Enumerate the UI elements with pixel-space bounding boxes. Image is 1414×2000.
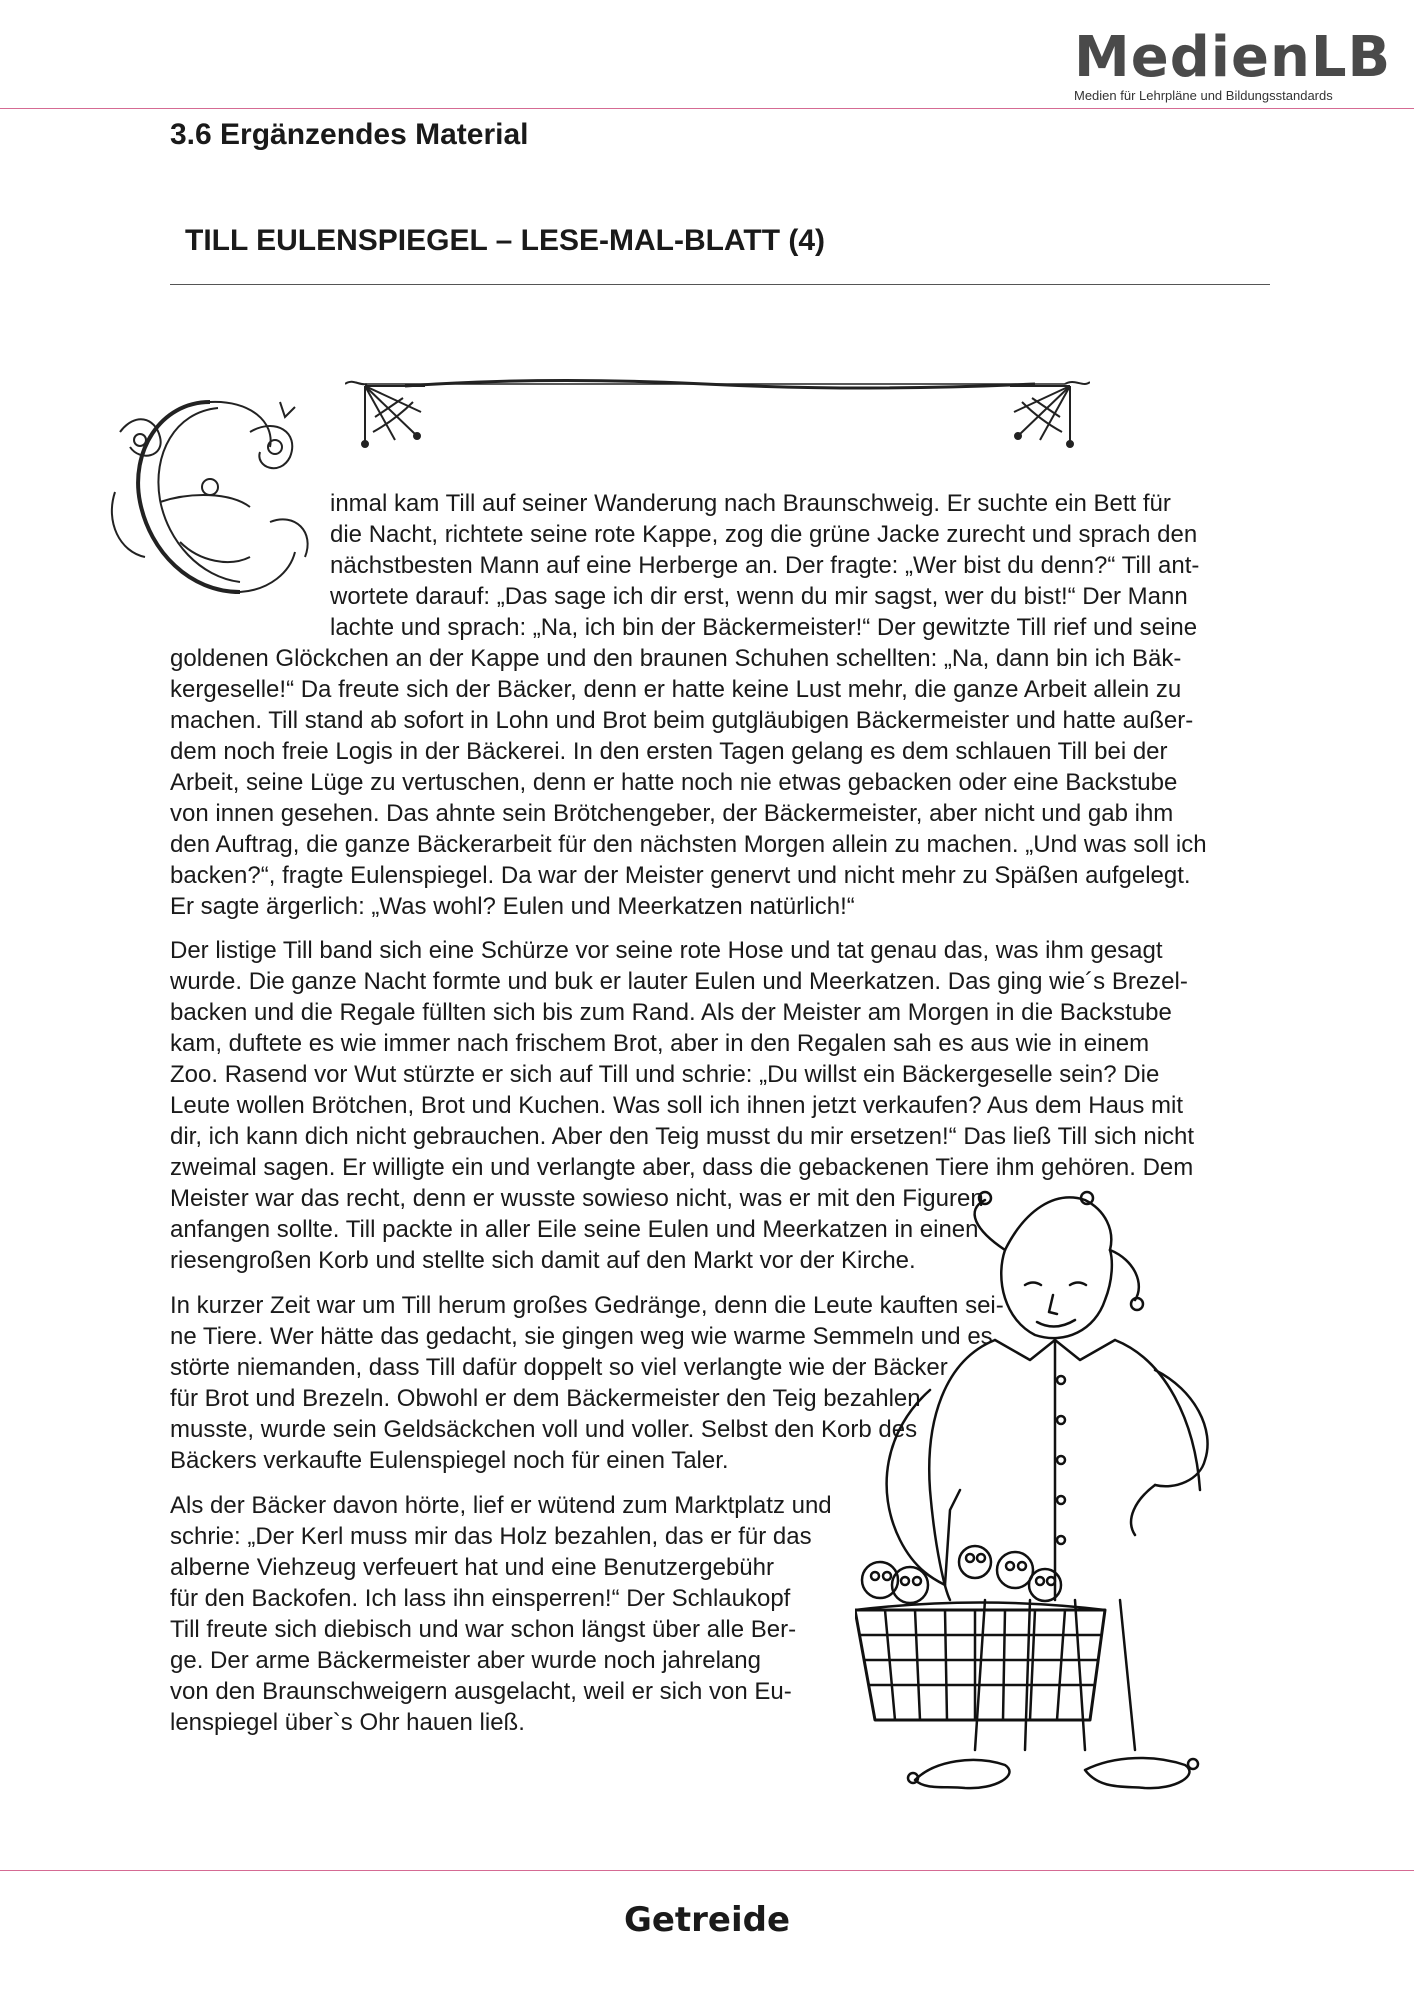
page-title: TILL EULENSPIEGEL – LESE-MAL-BLATT (4) bbox=[185, 224, 826, 257]
footer-label: Getreide bbox=[623, 1900, 791, 1940]
story-paragraph-1-intro bbox=[330, 488, 1270, 643]
text-line: von den Braunschweigern ausgelacht, weil er sich von Eu- bbox=[170, 1678, 792, 1705]
brand-logo bbox=[1074, 25, 1392, 103]
story-paragraph-1 bbox=[170, 643, 1270, 922]
header-divider bbox=[0, 108, 1414, 109]
text-line: ge. Der arme Bäckermeister aber wurde noch jahrelang bbox=[170, 1647, 761, 1674]
text-line: dem noch freie Logis in der Bäckerei. In den ersten Tagen gelang es dem schlauen Till bei der bbox=[170, 738, 1168, 765]
text-line: Als der Bäcker davon hörte, lief er wütend zum Marktplatz und bbox=[170, 1492, 832, 1519]
text-line: Arbeit, seine Lüge zu vertuschen, denn er hatte noch nie etwas gebacken oder eine Backstube bbox=[170, 769, 1178, 796]
text-line: musste, wurde sein Geldsäckchen voll und voller. Selbst den Korb des bbox=[170, 1416, 918, 1443]
title-divider bbox=[170, 284, 1270, 285]
text-line: für den Backofen. Ich lass ihn einsperren!“ Der Schlaukopf bbox=[170, 1585, 791, 1612]
decorative-initial-letter bbox=[100, 392, 330, 622]
text-line: Leute wollen Brötchen, Brot und Kuchen. Was soll ich ihnen jetzt verkaufen? Aus dem Haus mit bbox=[170, 1092, 1183, 1119]
text-line: riesengroßen Korb und stellte sich damit auf den Markt vor der Kirche. bbox=[170, 1247, 916, 1274]
text-line: wurde. Die ganze Nacht formte und buk er lauter Eulen und Meerkatzen. Das ging wie´s Brezel- bbox=[170, 968, 1188, 995]
decorative-ornament bbox=[345, 372, 1090, 452]
text-line: anfangen sollte. Till packte in aller Eile seine Eulen und Meerkatzen in einen bbox=[170, 1216, 979, 1243]
text-line: machen. Till stand ab sofort in Lohn und Brot beim gutgläubigen Bäckermeister und hatte außer- bbox=[170, 707, 1194, 734]
text-line: schrie: „Der Kerl muss mir das Holz bezahlen, das er für das bbox=[170, 1523, 812, 1550]
text-line: wortete darauf: „Das sage ich dir erst, wenn du mir sagst, wer du bist!“ Der Mann bbox=[330, 583, 1188, 610]
text-line: goldenen Glöckchen an der Kappe und den braunen Schuhen schellten: „Na, dann bin ich Bäk- bbox=[170, 645, 1182, 672]
text-line: für Brot und Brezeln. Obwohl er dem Bäckermeister den Teig bezahlen bbox=[170, 1385, 921, 1412]
text-line: von innen gesehen. Das ahnte sein Brötchengeber, der Bäckermeister, aber nicht und gab ihm bbox=[170, 800, 1174, 827]
text-line: Er sagte ärgerlich: „Was wohl? Eulen und Meerkatzen natürlich!“ bbox=[170, 893, 855, 920]
text-line: die Nacht, richtete seine rote Kappe, zog die grüne Jacke zurecht und sprach den bbox=[330, 521, 1198, 548]
text-line: zweimal sagen. Er willigte ein und verlangte aber, dass die gebackenen Tiere ihm gehören. Dem bbox=[170, 1154, 1194, 1181]
text-line: Bäckers verkaufte Eulenspiegel noch für einen Taler. bbox=[170, 1447, 729, 1474]
text-line: nächstbesten Mann auf eine Herberge an. Der fragte: „Wer bist du denn?“ Till ant- bbox=[330, 552, 1200, 579]
text-line: lachte und sprach: „Na, ich bin der Bäckermeister!“ Der gewitzte Till rief und seine bbox=[330, 614, 1198, 641]
text-line: den Auftrag, die ganze Bäckerarbeit für den nächsten Morgen allein zu machen. „Und was soll ich bbox=[170, 831, 1207, 858]
text-line: inmal kam Till auf seiner Wanderung nach Braunschweig. Er suchte ein Bett für bbox=[330, 490, 1171, 517]
text-line: dir, ich kann dich nicht gebrauchen. Aber den Teig musst du mir ersetzen!“ Das ließ Till sich nicht bbox=[170, 1123, 1195, 1150]
brand-name: MedienLB bbox=[1074, 25, 1392, 90]
footer-divider bbox=[0, 1870, 1414, 1871]
text-line: backen?“, fragte Eulenspiegel. Da war der Meister genervt und nicht mehr zu Späßen aufgelegt. bbox=[170, 862, 1191, 889]
text-line: kam, duftete es wie immer nach frischem Brot, aber in den Regalen sah es aus wie in einem bbox=[170, 1030, 1150, 1057]
text-line: Zoo. Rasend vor Wut stürzte er sich auf Till und schrie: „Du willst ein Bäckergeselle sein? Die bbox=[170, 1061, 1160, 1088]
text-line: ne Tiere. Wer hätte das gedacht, sie gingen weg wie warme Semmeln und es bbox=[170, 1323, 993, 1350]
story-paragraph-2 bbox=[170, 935, 1270, 1183]
section-title: 3.6 Ergänzendes Material bbox=[170, 118, 529, 151]
text-line: kergeselle!“ Da freute sich der Bäcker, denn er hatte keine Lust mehr, die ganze Arbeit allein zu bbox=[170, 676, 1182, 703]
text-line: Der listige Till band sich eine Schürze vor seine rote Hose und tat genau das, was ihm gesagt bbox=[170, 937, 1163, 964]
story-paragraph-4 bbox=[170, 1490, 905, 1738]
text-line: störte niemanden, dass Till dafür doppelt so viel verlangte wie der Bäcker bbox=[170, 1354, 948, 1381]
text-line: backen und die Regale füllten sich bis zum Rand. Als der Meister am Morgen in die Backstube bbox=[170, 999, 1172, 1026]
jester-illustration bbox=[855, 1190, 1285, 1810]
text-line: Till freute sich diebisch und war schon längst über alle Ber- bbox=[170, 1616, 797, 1643]
text-line: Meister war das recht, denn er wusste sowieso nicht, was er mit den Figuren bbox=[170, 1185, 984, 1212]
text-line: alberne Viehzeug verfeuert hat und eine Benutzergebühr bbox=[170, 1554, 774, 1581]
text-line: In kurzer Zeit war um Till herum großes Gedränge, denn die Leute kauften sei- bbox=[170, 1292, 1004, 1319]
brand-tagline: Medien für Lehrpläne und Bildungsstandards bbox=[1074, 88, 1333, 103]
text-line: lenspiegel über`s Ohr hauen ließ. bbox=[170, 1709, 525, 1736]
